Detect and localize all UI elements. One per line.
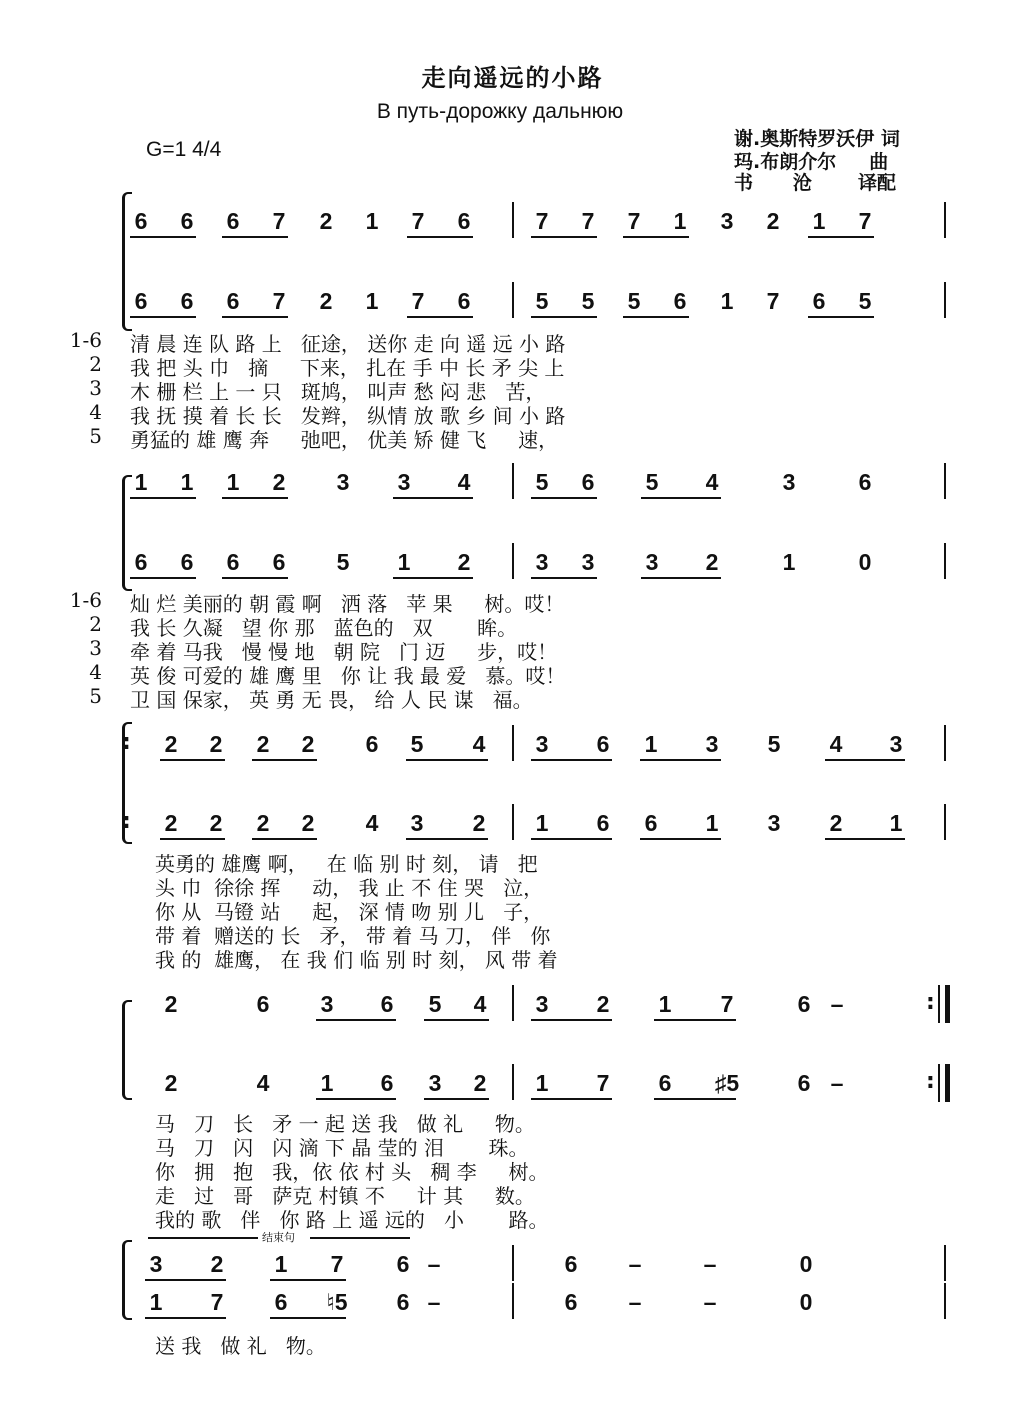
lower-note: 5 (336, 549, 350, 575)
bar-line (512, 282, 514, 318)
lower-note: 1 (535, 810, 549, 836)
verse-number: 5 (89, 424, 102, 448)
eighth-beam (130, 497, 196, 499)
verse-number: 2 (89, 352, 102, 376)
lower-note: 6 (180, 549, 194, 575)
eighth-beam (531, 759, 612, 761)
repeat-start-lower: : (122, 809, 131, 834)
eighth-beam (407, 236, 473, 238)
lower-note: 1 (705, 810, 719, 836)
bar-line (512, 985, 514, 1021)
upper-note: 2 (766, 208, 780, 234)
upper-note: 6 (596, 731, 610, 757)
upper-note: 2 (596, 991, 610, 1017)
lyric-line: 我的 歌 伴 你 路 上 遥 远的 小 路。 (155, 1208, 549, 1232)
lower-note: 2 (164, 1070, 178, 1096)
eighth-beam (407, 316, 473, 318)
upper-note: 7 (858, 208, 872, 234)
upper-note: 5 (535, 469, 549, 495)
verse-number: 4 (89, 660, 102, 684)
lower-note: 0 (858, 549, 872, 575)
bar-line (944, 282, 946, 318)
lower-note: 6 (812, 288, 826, 314)
eighth-beam (640, 838, 721, 840)
eighth-beam (406, 759, 488, 761)
upper-note: 1 (226, 469, 240, 495)
lower-note: 2 (829, 810, 843, 836)
bar-line (512, 543, 514, 579)
verse-number: 3 (89, 376, 102, 400)
lower-note: 0 (799, 1289, 813, 1315)
credit-lyricist: 谢.奥斯特罗沃伊 词 (734, 128, 900, 150)
key-signature: G=1 4/4 (146, 138, 222, 161)
lyric-line: 带 着 赠送的 长 矛， 带 着 马 刀， 伴 你 (155, 924, 551, 948)
lower-note: 5 (858, 288, 872, 314)
lower-note: 1 (889, 810, 903, 836)
upper-note: 7 (535, 208, 549, 234)
upper-note: 7 (411, 208, 425, 234)
lower-note: 4 (365, 810, 379, 836)
bar-line (944, 202, 946, 238)
verse-number: 2 (89, 612, 102, 636)
upper-note: 6 (180, 208, 194, 234)
eighth-beam (130, 316, 196, 318)
upper-note: 3 (320, 991, 334, 1017)
lower-note: 3 (767, 810, 781, 836)
upper-note: 5 (410, 731, 424, 757)
lower-note: 6 (380, 1070, 394, 1096)
bar-line (512, 202, 514, 238)
upper-note: 6 (581, 469, 595, 495)
lower-note: 7 (272, 288, 286, 314)
eighth-beam (145, 1317, 226, 1319)
upper-note: 3 (535, 731, 549, 757)
lyric-line: 卫 国 保家， 英 勇 无 畏， 给 人 民 谋 福。 (130, 688, 533, 712)
lower-note: 3 (581, 549, 595, 575)
eighth-beam (130, 236, 196, 238)
upper-note: 6 (564, 1251, 578, 1277)
bar-line (944, 463, 946, 499)
lyric-line: 你 拥 抱 我，依 依 村 头 稠 李 树。 (155, 1160, 549, 1184)
upper-note: 2 (301, 731, 315, 757)
bar-line (512, 804, 514, 840)
upper-note: – (703, 1251, 717, 1277)
upper-note: 3 (782, 469, 796, 495)
credit-translator: 书 沧 译配 (734, 172, 896, 194)
bar-line (512, 1064, 514, 1100)
upper-note: 1 (180, 469, 194, 495)
lower-note: 6 (658, 1070, 672, 1096)
lower-note: 6 (134, 288, 148, 314)
eighth-beam (623, 316, 689, 318)
lower-note: 2 (319, 288, 333, 314)
eighth-beam (531, 236, 597, 238)
upper-note: 3 (397, 469, 411, 495)
upper-note: 4 (472, 731, 486, 757)
upper-note: 3 (889, 731, 903, 757)
upper-note: 4 (705, 469, 719, 495)
staff-brace (122, 1240, 132, 1320)
eighth-beam (623, 236, 689, 238)
eighth-beam (270, 1279, 346, 1281)
repeat-end-dots-lower: : (926, 1069, 935, 1094)
bar-line (944, 725, 946, 761)
eighth-beam (531, 577, 597, 579)
upper-note: 3 (149, 1251, 163, 1277)
lyric-line: 你 从 马镫 站 起， 深 情 吻 别 儿 子， (155, 900, 544, 924)
verse-number: 5 (89, 684, 102, 708)
upper-note: 3 (336, 469, 350, 495)
eighth-beam (160, 838, 225, 840)
lyric-line: 马 刀 长 矛 一 起 送 我 做 礼 物。 (155, 1112, 535, 1136)
eighth-beam (160, 759, 225, 761)
bar-line (944, 1245, 946, 1281)
lower-note: 6 (396, 1289, 410, 1315)
verse-number: 1-6 (69, 328, 102, 352)
eighth-beam (640, 759, 721, 761)
repeat-end-dots-upper: : (926, 990, 935, 1015)
upper-note: 6 (396, 1251, 410, 1277)
verse-number: 4 (89, 400, 102, 424)
eighth-beam (808, 316, 874, 318)
eighth-beam (424, 1098, 489, 1100)
lower-note: – (830, 1070, 844, 1096)
lower-note: 3 (428, 1070, 442, 1096)
lower-note: 6 (596, 810, 610, 836)
lyric-line: 马 刀 闪 闪 滴 下 晶 莹的 泪 珠。 (155, 1136, 529, 1160)
upper-note: 2 (319, 208, 333, 234)
lower-note: 6 (226, 549, 240, 575)
bar-line (512, 1283, 514, 1319)
repeat-end-upper (938, 985, 950, 1023)
lower-note: 1 (397, 549, 411, 575)
lower-note: 6 (564, 1289, 578, 1315)
bar-line (944, 804, 946, 840)
verse-number: 1-6 (69, 588, 102, 612)
repeat-end-lower (938, 1064, 950, 1102)
lyric-line: 英 俊 可爱的 雄 鹰 里 你 让 我 最 爱 慕。哎！ (130, 664, 566, 688)
lyric-line: 灿 烂 美丽的 朝 霞 啊 洒 落 苹 果 树。哎！ (130, 592, 565, 616)
lower-note: – (703, 1289, 717, 1315)
lower-note: 2 (457, 549, 471, 575)
upper-note: 7 (627, 208, 641, 234)
lower-note: ♯5 (714, 1070, 740, 1096)
ending-label: 结束句 (262, 1231, 295, 1244)
upper-note: 6 (858, 469, 872, 495)
lower-note: 1 (535, 1070, 549, 1096)
eighth-beam (252, 838, 317, 840)
upper-note: 6 (380, 991, 394, 1017)
lower-note: 1 (320, 1070, 334, 1096)
ending-bracket (148, 1237, 258, 1239)
lower-note: 3 (535, 549, 549, 575)
eighth-beam (825, 759, 905, 761)
lower-note: 3 (410, 810, 424, 836)
eighth-beam (531, 838, 612, 840)
lyric-line: 牵 着 马我 慢 慢 地 朝 院 门 迈 步，哎！ (130, 640, 558, 664)
eighth-beam (531, 1098, 612, 1100)
upper-note: 4 (457, 469, 471, 495)
upper-note: 5 (428, 991, 442, 1017)
upper-note: 1 (644, 731, 658, 757)
upper-note: 5 (767, 731, 781, 757)
lyric-line: 走 过 哥 萨克 村镇 不 计 其 数。 (155, 1184, 535, 1208)
repeat-start-upper: : (122, 730, 131, 755)
lyric-line: 我 把 头 巾 摘 下来， 扎在 手 中 长 矛 尖 上 (130, 356, 565, 380)
eighth-beam (808, 236, 874, 238)
eighth-beam (654, 1019, 736, 1021)
lower-note: 2 (164, 810, 178, 836)
eighth-beam (145, 1279, 226, 1281)
lower-note: 6 (180, 288, 194, 314)
lower-note: 1 (149, 1289, 163, 1315)
upper-note: 4 (473, 991, 487, 1017)
lower-note: 7 (596, 1070, 610, 1096)
lower-note: 7 (210, 1289, 224, 1315)
lyric-line: 清 晨 连 队 路 上 征途， 送你 走 向 遥 远 小 路 (130, 332, 566, 356)
eighth-beam (222, 316, 288, 318)
upper-note: 7 (272, 208, 286, 234)
upper-note: 1 (274, 1251, 288, 1277)
lower-note: – (427, 1289, 441, 1315)
lower-note: 3 (645, 549, 659, 575)
upper-note: 2 (164, 731, 178, 757)
lower-note: ♮5 (326, 1289, 348, 1315)
lower-note: 6 (226, 288, 240, 314)
eighth-beam (406, 838, 488, 840)
eighth-beam (531, 316, 597, 318)
upper-note: – (628, 1251, 642, 1277)
song-title: 走向遥远的小路 (421, 64, 604, 92)
lower-note: 6 (274, 1289, 288, 1315)
upper-note: 6 (365, 731, 379, 757)
lyric-line: 我 的 雄鹰， 在 我 们 临 别 时 刻， 风 带 着 (155, 948, 558, 972)
upper-note: 1 (134, 469, 148, 495)
upper-note: 7 (581, 208, 595, 234)
lower-note: 2 (473, 1070, 487, 1096)
lower-note: 6 (644, 810, 658, 836)
credit-composer: 玛.布朗介尔 曲 (734, 151, 889, 173)
lower-note: 6 (134, 549, 148, 575)
upper-note: 3 (705, 731, 719, 757)
eighth-beam (252, 759, 317, 761)
lower-note: 5 (535, 288, 549, 314)
lower-note: 7 (766, 288, 780, 314)
eighth-beam (641, 577, 721, 579)
lyric-line: 头 巾 徐徐 挥 动， 我 止 不 住 哭 泣， (155, 876, 544, 900)
eighth-beam (393, 577, 473, 579)
lower-note: 4 (256, 1070, 270, 1096)
upper-note: 6 (457, 208, 471, 234)
upper-note: 2 (164, 991, 178, 1017)
bar-line (944, 543, 946, 579)
lower-note: 5 (581, 288, 595, 314)
upper-note: 2 (210, 1251, 224, 1277)
lower-note: 6 (673, 288, 687, 314)
lower-note: 6 (457, 288, 471, 314)
upper-note: 4 (829, 731, 843, 757)
bar-line (512, 463, 514, 499)
song-subtitle: В путь-дорожку дальнюю (376, 100, 624, 123)
upper-note: 2 (272, 469, 286, 495)
lower-note: 5 (627, 288, 641, 314)
bar-line (512, 1245, 514, 1281)
eighth-beam (531, 497, 597, 499)
eighth-beam (316, 1098, 396, 1100)
upper-note: 1 (365, 208, 379, 234)
lower-note: 2 (472, 810, 486, 836)
eighth-beam (393, 497, 473, 499)
bar-line (944, 1283, 946, 1319)
upper-note: 5 (645, 469, 659, 495)
eighth-beam (222, 497, 288, 499)
upper-note: 7 (330, 1251, 344, 1277)
eighth-beam (222, 236, 288, 238)
eighth-beam (641, 497, 721, 499)
lyric-line: 我 长 久凝 望 你 那 蓝色的 双 眸。 (130, 616, 518, 640)
lower-note: 2 (705, 549, 719, 575)
lower-note: 7 (411, 288, 425, 314)
lower-note: – (628, 1289, 642, 1315)
upper-note: 0 (799, 1251, 813, 1277)
bar-line (512, 725, 514, 761)
lower-note: 6 (797, 1070, 811, 1096)
eighth-beam (270, 1317, 346, 1319)
verse-number: 3 (89, 636, 102, 660)
eighth-beam (316, 1019, 396, 1021)
lower-note: 2 (209, 810, 223, 836)
lower-note: 1 (720, 288, 734, 314)
upper-note: 2 (209, 731, 223, 757)
lower-note: 2 (301, 810, 315, 836)
lyric-line: 英勇的 雄鹰 啊， 在 临 别 时 刻， 请 把 (155, 852, 538, 876)
upper-note: 1 (812, 208, 826, 234)
upper-note: 6 (226, 208, 240, 234)
eighth-beam (531, 1019, 612, 1021)
ending-bracket (310, 1237, 410, 1239)
upper-note: 6 (134, 208, 148, 234)
upper-note: – (830, 991, 844, 1017)
eighth-beam (825, 838, 905, 840)
upper-note: 6 (797, 991, 811, 1017)
eighth-beam (222, 577, 288, 579)
lower-note: 6 (272, 549, 286, 575)
eighth-beam (130, 577, 196, 579)
lyric-line: 送 我 做 礼 物。 (155, 1334, 326, 1358)
upper-note: 3 (535, 991, 549, 1017)
staff-brace (122, 1000, 132, 1100)
lower-note: 1 (782, 549, 796, 575)
upper-note: 6 (256, 991, 270, 1017)
eighth-beam (424, 1019, 489, 1021)
lower-note: 1 (365, 288, 379, 314)
upper-note: 2 (256, 731, 270, 757)
upper-note: 1 (673, 208, 687, 234)
upper-note: 7 (720, 991, 734, 1017)
lower-note: 2 (256, 810, 270, 836)
lyric-line: 我 抚 摸 着 长 长 发辫， 纵情 放 歌 乡 间 小 路 (130, 404, 566, 428)
upper-note: 3 (720, 208, 734, 234)
eighth-beam (654, 1098, 736, 1100)
upper-note: – (427, 1251, 441, 1277)
lyric-line: 木 栅 栏 上 一 只 斑鸠， 叫声 愁 闷 悲 苦， (130, 380, 546, 404)
upper-note: 1 (658, 991, 672, 1017)
lyric-line: 勇猛的 雄 鹰 奔 弛吧， 优美 矫 健 飞 速， (130, 428, 559, 452)
